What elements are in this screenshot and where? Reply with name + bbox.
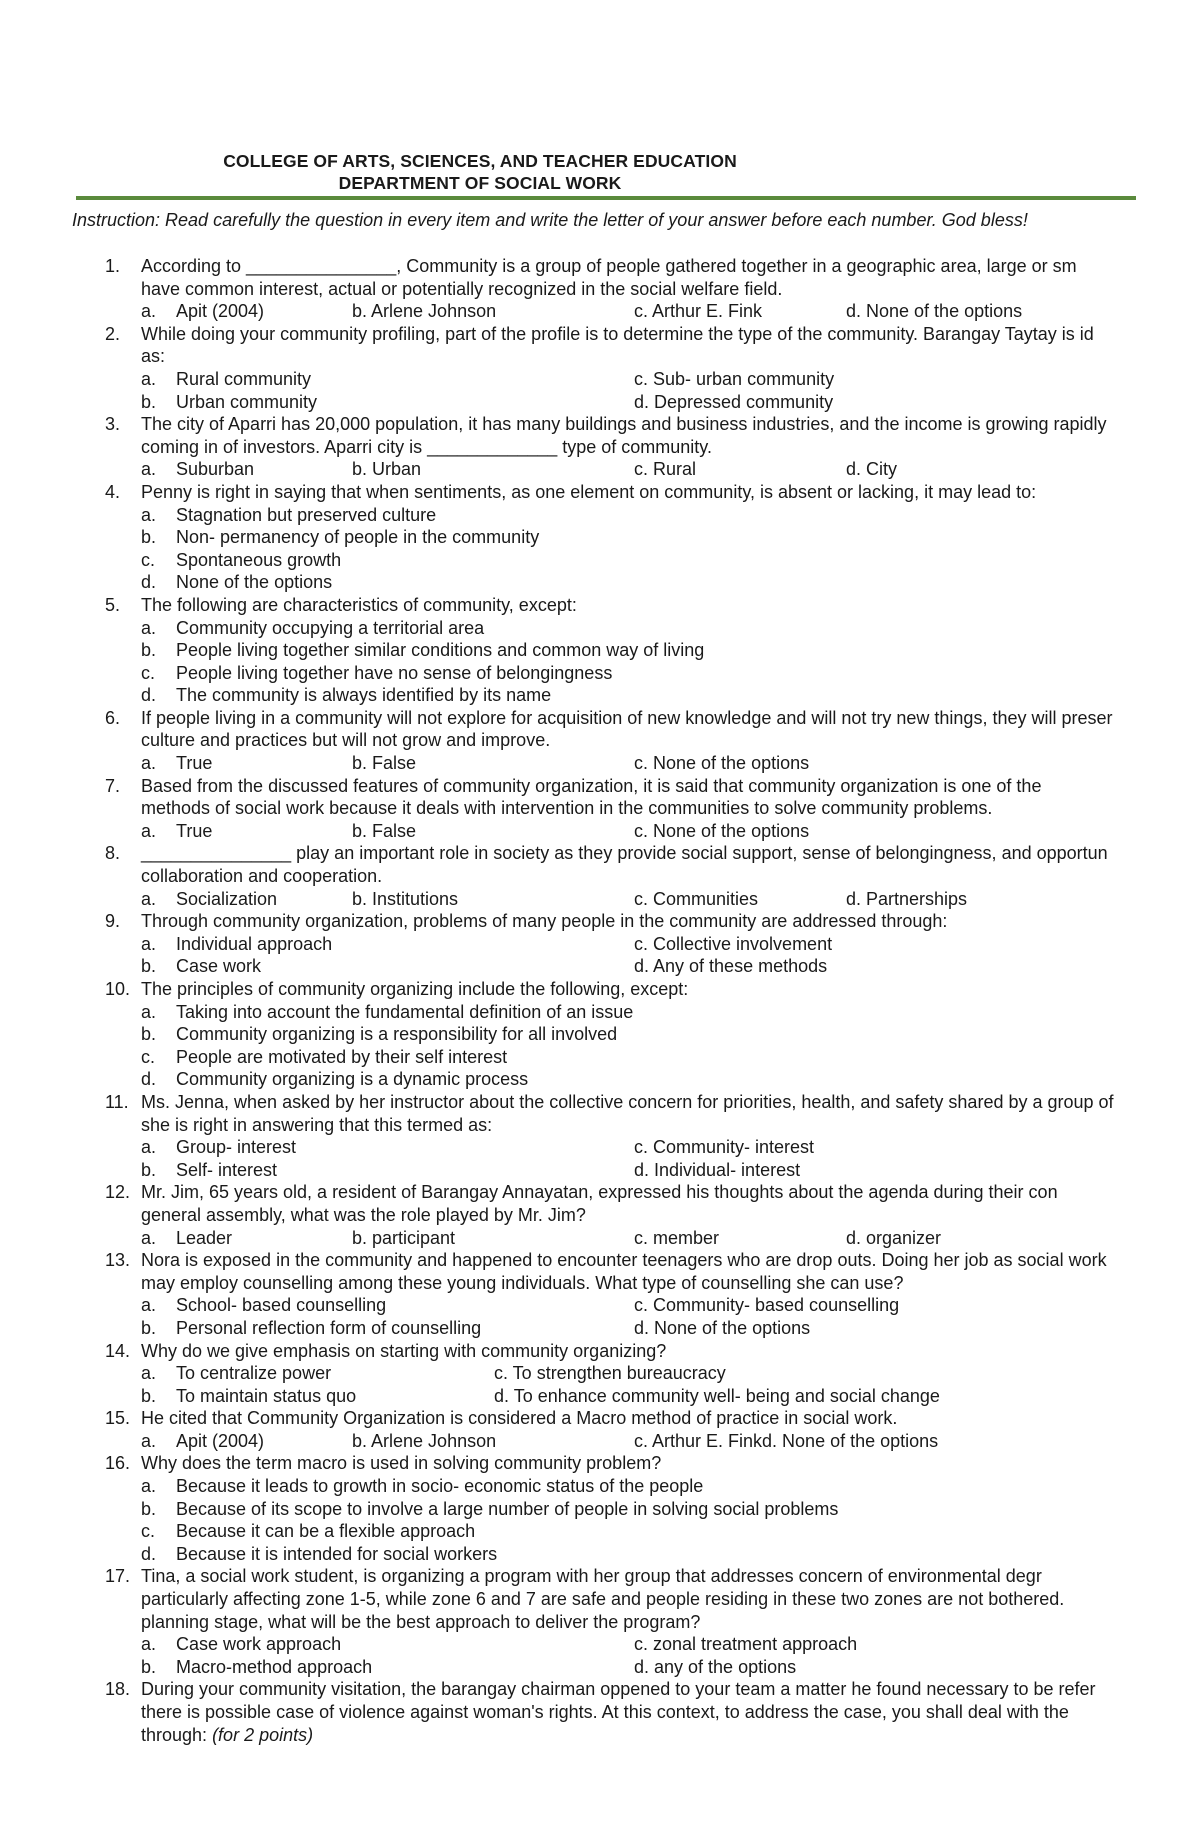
answer-option [141,752,212,775]
answer-option [352,888,458,911]
question-17 [0,1565,1200,1678]
answer-option [634,368,834,391]
answer-option [634,820,809,843]
option-text: b. Arlene Johnson [352,1430,497,1451]
option-row [0,1294,1200,1317]
option-text: People living together similar conditions and common way of living [176,640,705,661]
option-text: d. None of the options [634,1317,811,1338]
answer-option [141,571,332,594]
option-letter: a. [141,301,157,322]
option-text: Stagnation but preserved culture [176,504,437,525]
answer-option [352,1430,496,1453]
option-text: c. Community- interest [634,1137,815,1158]
answer-option [352,1227,455,1250]
question-text-line: have common interest, actual or potentially recognized in the social welfare field. [141,278,783,299]
option-letter: a. [141,820,157,841]
option-text: Urban community [176,391,318,412]
option-row [0,1520,1200,1543]
option-text: Because it can be a flexible approach [176,1521,476,1542]
option-text: Macro-method approach [176,1656,373,1677]
option-text: d. Individual- interest [634,1159,801,1180]
question-text-line: If people living in a community will not explore for acquisition of new knowledge and will not try new things, they will preser [141,707,1113,728]
question-number: 13. [105,1250,131,1271]
question-text-line: collaboration and cooperation. [141,866,383,887]
question-number: 5. [105,594,121,615]
answer-option [141,684,551,707]
answer-option [846,888,967,911]
answer-option [634,1656,796,1679]
option-letter: a. [141,504,157,525]
option-row [0,639,1200,662]
option-text: To centralize power [176,1363,332,1384]
option-text: b. Arlene Johnson [352,301,497,322]
option-letter: c. [141,662,156,683]
option-text: True [176,820,213,841]
option-letter: a. [141,888,157,909]
question-number: 2. [105,323,121,344]
option-row [0,1543,1200,1566]
question-text-line: The city of Aparri has 20,000 population, it has many buildings and business industries, and the income is growing rapidly [141,414,1107,435]
answer-option [141,1656,372,1679]
answer-option [634,1633,857,1656]
question-text-line: Ms. Jenna, when asked by her instructor about the collective concern for priorities, health, and safety shared by a group of [141,1091,1114,1112]
question-number: 8. [105,843,121,864]
answer-option [141,933,332,956]
option-letter: b. [141,956,157,977]
question-6 [0,707,1200,775]
option-row [0,391,1200,414]
question-text-line: He cited that Community Organization is considered a Macro method of practice in social work. [141,1408,898,1429]
answer-option [634,752,809,775]
answer-option [141,1633,341,1656]
question-number: 9. [105,911,121,932]
option-text: d. any of the options [634,1656,797,1677]
option-letter: b. [141,527,157,548]
question-text-line: methods of social work because it deals with intervention in the communities to solve community problems. [141,798,993,819]
answer-option [141,1294,386,1317]
option-letter: a. [141,1001,157,1022]
option-text: To maintain status quo [176,1385,357,1406]
answer-option [634,391,833,414]
option-text: Personal reflection form of counselling [176,1317,482,1338]
option-letter: a. [141,933,157,954]
question-text-line: While doing your community profiling, part of the profile is to determine the type of the community. Barangay Taytay is id [141,323,1094,344]
question-text-line: general assembly, what was the role played by Mr. Jim? [141,1204,586,1225]
option-text: b. False [352,753,417,774]
option-text: Self- interest [176,1159,278,1180]
option-letter: b. [141,1317,157,1338]
option-text: c. Arthur E. Finkd. None of the options [634,1430,939,1451]
option-text: True [176,753,213,774]
college-title: COLLEGE OF ARTS, SCIENCES, AND TEACHER EDUCATION [223,151,737,171]
option-text: The community is always identified by its name [176,685,552,706]
question-number: 11. [105,1091,129,1112]
instruction-text: Instruction: Read carefully the question in every item and write the letter of your answer before each number. God bless! [72,210,1028,230]
answer-option [141,1001,633,1024]
question-13 [0,1249,1200,1339]
option-text: None of the options [176,572,333,593]
answer-option [141,1136,296,1159]
question-14 [0,1340,1200,1408]
question-text-line: Why do we give emphasis on starting with community organizing? [141,1340,667,1361]
answer-option [634,1136,814,1159]
answer-option [141,1068,528,1091]
option-text: c. zonal treatment approach [634,1634,858,1655]
answer-option [141,458,254,481]
question-number: 3. [105,414,121,435]
question-text-line: Nora is exposed in the community and happened to encounter teenagers who are drop outs. Doing her job as social work [141,1250,1107,1271]
question-10 [0,978,1200,1091]
option-letter: b. [141,640,157,661]
answer-option [141,526,539,549]
option-row [0,1317,1200,1340]
option-text: Because it leads to growth in socio- economic status of the people [176,1476,704,1497]
question-number: 1. [105,256,121,276]
question-text-line: culture and practices but will not grow and improve. [141,730,551,751]
option-letter: c. [141,549,156,570]
option-text: c. Community- based counselling [634,1295,900,1316]
option-row [0,617,1200,640]
option-text: d. organizer [846,1227,942,1248]
option-letter: a. [141,1430,157,1451]
option-row [0,458,1200,481]
question-2 [0,323,1200,413]
answer-option [494,1362,726,1385]
question-number: 12. [105,1182,131,1203]
question-number: 6. [105,707,121,728]
document-header [0,150,960,194]
question-1 [0,255,1200,323]
option-letter: a. [141,1295,157,1316]
option-letter: c. [141,1046,156,1067]
question-list [0,255,1200,1746]
question-number: 10. [105,979,131,999]
question-text-line: Tina, a social work student, is organizing a program with her group that addresses concern of environmental degr [141,1566,1042,1587]
option-row [0,571,1200,594]
option-text: c. member [634,1227,720,1248]
answer-option [634,1159,800,1182]
option-text: Spontaneous growth [176,549,342,570]
option-text: c. Collective involvement [634,933,833,954]
answer-option [352,820,416,843]
question-number: 17. [105,1566,131,1587]
option-text: c. None of the options [634,753,810,774]
answer-option [141,1475,703,1498]
option-text: b. Urban [352,459,422,480]
question-text-line: particularly affecting zone 1-5, while zone 6 and 7 are safe and people residing in these two zones are not bothered. [141,1589,1065,1610]
answer-option [141,888,277,911]
answer-option [141,1023,617,1046]
option-letter: a. [141,1476,157,1497]
option-row [0,684,1200,707]
answer-option [634,1294,899,1317]
question-16 [0,1452,1200,1565]
question-text-line: The following are characteristics of community, except: [141,594,577,615]
option-row [0,752,1200,775]
option-text: d. Depressed community [634,391,834,412]
option-text: People are motivated by their self interest [176,1046,508,1067]
answer-option [141,1227,232,1250]
option-row [0,1385,1200,1408]
question-text-line: Mr. Jim, 65 years old, a resident of Barangay Annayatan, expressed his thoughts about the agenda during their con [141,1182,1058,1203]
answer-option [141,639,704,662]
option-row [0,1136,1200,1159]
answer-option [846,300,1022,323]
option-row [0,662,1200,685]
answer-option [141,368,311,391]
question-number: 15. [105,1408,131,1429]
question-3 [0,413,1200,481]
department-title: DEPARTMENT OF SOCIAL WORK [338,173,622,193]
option-text: Socialization [176,888,278,909]
answer-option [634,458,696,481]
answer-option [141,1385,356,1408]
question-text-line: _______________ play an important role in society as they provide social support, sense of belongingness, and opportun [141,843,1108,864]
question-text-line: there is possible case of violence against woman's rights. At this context, to address the case, you shall deal with the [141,1702,1069,1722]
answer-option [141,391,317,414]
option-letter: a. [141,1137,157,1158]
option-letter: b. [141,1385,157,1406]
option-letter: d. [141,685,157,706]
option-letter: a. [141,617,157,638]
option-letter: a. [141,1227,157,1248]
question-number: 14. [105,1340,131,1361]
points-note: (for 2 points) [212,1724,314,1745]
option-text: Because of its scope to involve a large number of people in solving social problems [176,1498,839,1519]
option-letter: b. [141,1498,157,1519]
question-8 [0,842,1200,910]
option-row [0,1430,1200,1453]
question-text-line: through: (for 2 points) [141,1724,314,1745]
question-7 [0,775,1200,843]
answer-option [634,1430,938,1453]
answer-option [846,458,897,481]
option-text: Rural community [176,368,312,389]
option-text: d. Any of these methods [634,956,828,977]
option-text: b. False [352,820,417,841]
answer-option [494,1385,940,1408]
question-text-line: According to _______________, Community is a group of people gathered together in a geographic area, large or sm [141,256,1077,276]
option-letter: d. [141,1069,157,1090]
option-row [0,549,1200,572]
option-letter: a. [141,753,157,774]
question-9 [0,910,1200,978]
option-row [0,933,1200,956]
option-text: Suburban [176,459,255,480]
option-text: School- based counselling [176,1295,387,1316]
question-text-line: coming in of investors. Aparri city is _____________ type of community. [141,436,712,457]
option-text: c. Arthur E. Fink [634,301,763,322]
question-number: 4. [105,481,121,502]
question-text-line: she is right in answering that this termed as: [141,1114,493,1135]
option-text: c. Rural [634,459,697,480]
option-text: People living together have no sense of belongingness [176,662,613,683]
answer-option [141,820,212,843]
option-row [0,955,1200,978]
answer-option [141,617,484,640]
question-15 [0,1407,1200,1452]
question-number: 18. [105,1679,131,1700]
option-letter: d. [141,1543,157,1564]
answer-option [634,1227,719,1250]
answer-option [634,933,832,956]
option-letter: a. [141,459,157,480]
option-text: Community organizing is a responsibility for all involved [176,1024,618,1045]
answer-option [846,1227,941,1250]
option-row [0,1227,1200,1250]
option-letter: d. [141,572,157,593]
option-letter: c. [141,1521,156,1542]
question-text-line: may employ counselling among these young individuals. What type of counselling she can use? [141,1272,904,1293]
question-text-line: Why does the term macro is used in solving community problem? [141,1453,662,1474]
option-text: c. To strengthen bureaucracy [494,1363,726,1384]
question-text-line: Penny is right in saying that when sentiments, as one element on community, is absent or lacking, it may lead to: [141,481,1037,502]
option-letter: a. [141,368,157,389]
option-letter: a. [141,1363,157,1384]
answer-option [141,1498,838,1521]
option-row [0,526,1200,549]
answer-option [352,300,496,323]
option-text: d. City [846,459,898,480]
option-row [0,1068,1200,1091]
option-row [0,1498,1200,1521]
answer-option [634,888,758,911]
option-letter: b. [141,1159,157,1180]
option-row [0,1023,1200,1046]
question-number: 16. [105,1453,131,1474]
answer-option [141,662,612,685]
question-text-line: Based from the discussed features of community organization, it is said that community organization is one of the [141,775,1042,796]
option-row [0,1159,1200,1182]
question-text-line: During your community visitation, the barangay chairman oppened to your team a matter he found necessary to be refer [141,1679,1096,1700]
option-row [0,888,1200,911]
option-text: d. Partnerships [846,888,968,909]
question-text-line: as: [141,346,166,367]
option-text: d. None of the options [846,301,1023,322]
option-text: b. participant [352,1227,456,1248]
option-row [0,820,1200,843]
question-18 [0,1678,1200,1746]
option-letter: a. [141,1634,157,1655]
answer-option [141,1543,497,1566]
option-text: Taking into account the fundamental definition of an issue [176,1001,634,1022]
option-text: Individual approach [176,933,333,954]
answer-option [141,549,341,572]
option-text: b. Institutions [352,888,459,909]
question-5 [0,594,1200,707]
answer-option [141,955,261,978]
option-text: Case work [176,956,262,977]
answer-option [634,955,827,978]
answer-option [141,1317,481,1340]
option-row [0,1633,1200,1656]
option-letter: b. [141,1024,157,1045]
option-text: Non- permanency of people in the community [176,527,540,548]
answer-option [141,1159,277,1182]
question-text-line: The principles of community organizing include the following, except: [141,979,689,999]
answer-option [352,458,421,481]
option-row [0,1475,1200,1498]
option-row [0,504,1200,527]
option-row [0,1362,1200,1385]
question-4 [0,481,1200,594]
option-text: c. None of the options [634,820,810,841]
question-12 [0,1181,1200,1249]
option-text: Apit (2004) [176,301,265,322]
question-number: 7. [105,775,121,796]
question-text-line: Through community organization, problems of many people in the community are addressed through: [141,911,948,932]
question-11 [0,1091,1200,1181]
answer-option [141,1520,475,1543]
option-text: c. Sub- urban community [634,368,835,389]
option-row [0,1656,1200,1679]
option-row [0,1001,1200,1024]
option-row [0,368,1200,391]
answer-option [141,1430,264,1453]
option-row [0,300,1200,323]
question-text-line: planning stage, what will be the best approach to deliver the program? [141,1611,701,1632]
answer-option [141,504,436,527]
option-letter: b. [141,1656,157,1677]
answer-option [634,1317,810,1340]
option-row [0,1046,1200,1069]
option-text: Community organizing is a dynamic process [176,1069,529,1090]
option-text: Case work approach [176,1634,342,1655]
answer-option [352,752,416,775]
option-text: Community occupying a territorial area [176,617,485,638]
header-divider [76,196,1136,200]
option-letter: b. [141,391,157,412]
option-text: Group- interest [176,1137,297,1158]
option-text: d. To enhance community well- being and social change [494,1385,940,1406]
answer-option [141,1362,331,1385]
option-text: Leader [176,1227,233,1248]
option-text: Because it is intended for social workers [176,1543,498,1564]
answer-option [141,1046,507,1069]
answer-option [634,300,762,323]
option-text: Apit (2004) [176,1430,265,1451]
option-text: c. Communities [634,888,759,909]
answer-option [141,300,264,323]
